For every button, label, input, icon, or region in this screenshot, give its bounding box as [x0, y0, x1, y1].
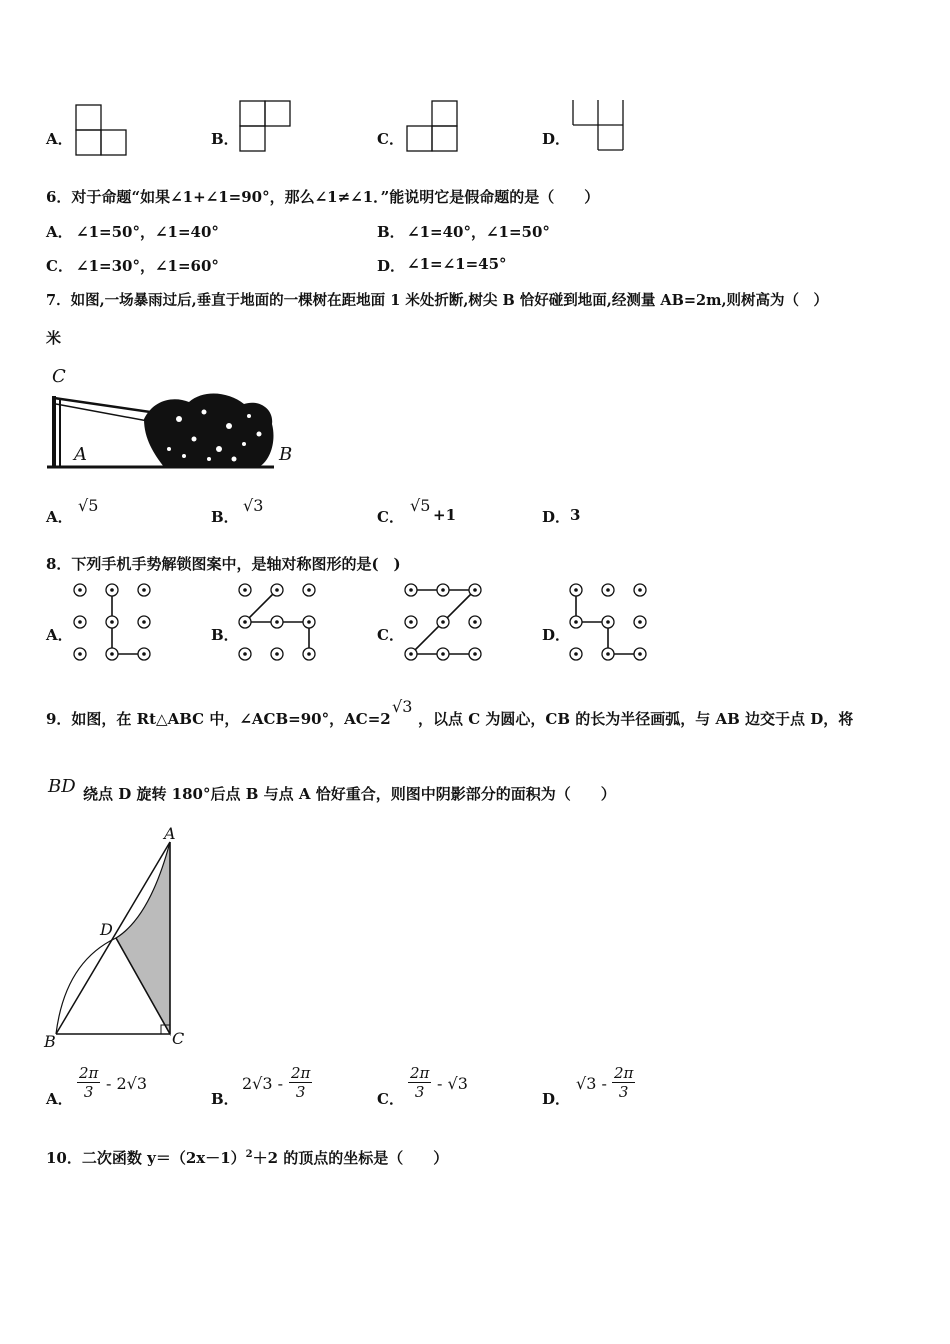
q9-option-b-denominator: 3 — [295, 1083, 306, 1101]
q7-option-b-label: B． — [211, 508, 239, 526]
gesture-node-dot — [243, 620, 247, 624]
gesture-node-dot — [110, 588, 114, 592]
q9-option-d-label: D． — [542, 1090, 571, 1108]
q6-option-d-text: ∠1=∠1=45° — [407, 255, 507, 273]
gesture-node-dot — [409, 620, 413, 624]
q7-label-c: C — [52, 366, 66, 387]
q9-option-b-numerator: 2π — [291, 1064, 311, 1082]
q6-option-b-label: B． — [377, 223, 405, 241]
q9-option-b-fraction — [289, 1064, 312, 1101]
q7-label-a: A — [74, 444, 87, 465]
q9-option-a-denominator: 3 — [83, 1083, 94, 1101]
gesture-node-dot — [574, 588, 578, 592]
gesture-node-dot — [243, 588, 247, 592]
q6-option-c-label: C． — [46, 257, 73, 275]
q8-option-b-label: B． — [211, 626, 239, 644]
gesture-node-dot — [409, 588, 413, 592]
q7-stem-unit: 米 — [46, 329, 62, 347]
q9-option-a-rest: - 2√3 — [106, 1074, 148, 1093]
q8-stem: 8．下列手机手势解锁图案中，是轴对称图形的是( ) — [46, 555, 401, 573]
q9-option-d-fraction — [612, 1064, 635, 1101]
q10-stem-end: ＋2 的顶点的坐标是（ ） — [252, 1149, 449, 1167]
q9-stem-part2: ，以点 C 为圆心，CB 的长为半径画弧，与 AB 边交于点 D，将 — [418, 710, 854, 728]
q10-exponent: 2 — [245, 1149, 253, 1160]
q5-option-b-label: B． — [211, 130, 239, 148]
gesture-node-dot — [110, 620, 114, 624]
q7-stem: 7．如图,一场暴雨过后,垂直于地面的一棵树在距地面 1 米处折断,树尖 B 恰好碰到地面,经测量 AB=2m,则树高为（ ） — [46, 292, 828, 309]
q9-option-d-denominator: 3 — [618, 1083, 629, 1101]
gesture-node-dot — [574, 620, 578, 624]
q8-pattern-a — [72, 582, 158, 662]
q7-option-c-suffix: +1 — [433, 506, 457, 524]
q8-pattern-c — [403, 582, 489, 662]
gesture-node-dot — [441, 620, 445, 624]
q6-stem: 6．对于命题“如果∠1+∠1=90°，那么∠1≠∠1．”能说明它是假命题的是（ ） — [46, 188, 600, 206]
q7-option-a-math: √5 — [78, 496, 99, 515]
gesture-node-dot — [275, 652, 279, 656]
q9-stem-part3: 绕点 D 旋转 180°后点 B 与点 A 恰好重合，则图中阴影部分的面积为（ ） — [83, 785, 616, 803]
q6-option-b-text: ∠1=40°，∠1=50° — [407, 223, 550, 241]
q9-label-d: D — [100, 920, 113, 939]
gesture-node-dot — [441, 652, 445, 656]
gesture-node-dot — [409, 652, 413, 656]
q9-option-c-label: C． — [377, 1090, 404, 1108]
gesture-node-dot — [307, 620, 311, 624]
q10-stem — [46, 1147, 448, 1168]
q9-geometry-drawing — [40, 822, 200, 1052]
gesture-node-dot — [275, 620, 279, 624]
q5-option-c-label: C． — [377, 130, 404, 148]
gesture-node-dot — [142, 588, 146, 592]
q7-option-d-label: D． — [542, 508, 571, 526]
q6-option-c-text: ∠1=30°，∠1=60° — [76, 257, 219, 275]
q9-option-d-pre: √3 - — [576, 1074, 607, 1093]
gesture-node-dot — [243, 652, 247, 656]
gesture-node-dot — [78, 620, 82, 624]
q8-option-a-label: A． — [46, 626, 73, 644]
gesture-node-dot — [606, 620, 610, 624]
q9-stem-math: √3 — [392, 697, 413, 716]
q7-option-c-label: C． — [377, 508, 404, 526]
q5-option-a-label: A． — [46, 130, 73, 148]
gesture-node-dot — [473, 652, 477, 656]
q9-option-a-fraction — [77, 1064, 100, 1101]
q9-option-b-label: B． — [211, 1090, 239, 1108]
q9-option-c-fraction — [408, 1064, 431, 1101]
q8-pattern-b — [237, 582, 323, 662]
q5-figure-d — [572, 100, 624, 152]
q7-figure — [44, 364, 304, 474]
gesture-node-dot — [78, 588, 82, 592]
q5-figure-a — [75, 104, 127, 156]
gesture-node-dot — [142, 652, 146, 656]
gesture-node-dot — [473, 620, 477, 624]
gesture-node-dot — [110, 652, 114, 656]
q5-option-d-label: D． — [542, 130, 571, 148]
q8-option-c-label: C． — [377, 626, 404, 644]
q5-figure-b — [239, 100, 291, 152]
q7-option-c-math: √5 — [410, 496, 431, 515]
q6-option-a-label: A． — [46, 223, 73, 241]
gesture-node-dot — [275, 588, 279, 592]
q9-option-b-pre: 2√3 - — [242, 1074, 284, 1093]
q6-option-d-label: D． — [377, 257, 406, 275]
gesture-node-dot — [606, 588, 610, 592]
q9-label-c: C — [172, 1029, 185, 1048]
q7-option-a-label: A． — [46, 508, 73, 526]
gesture-node-dot — [78, 652, 82, 656]
q9-stem-part1: 9．如图，在 Rt△ABC 中，∠ACB=90°，AC=2 — [46, 710, 391, 728]
gesture-node-dot — [638, 652, 642, 656]
q5-figure-c — [406, 100, 458, 152]
gesture-node-dot — [638, 620, 642, 624]
q9-bd-arc-label: BD — [48, 776, 76, 797]
q9-option-c-denominator: 3 — [414, 1083, 425, 1101]
q9-option-a-numerator: 2π — [79, 1064, 99, 1082]
gesture-node-dot — [606, 652, 610, 656]
gesture-node-dot — [307, 652, 311, 656]
q10-stem-start: 10．二次函数 y＝（2x－1） — [46, 1149, 246, 1167]
q9-figure — [40, 822, 200, 1052]
q9-option-c-numerator: 2π — [410, 1064, 430, 1082]
q7-option-d-text: 3 — [570, 506, 581, 524]
gesture-node-dot — [307, 588, 311, 592]
gesture-node-dot — [441, 588, 445, 592]
q9-label-b: B — [44, 1032, 56, 1051]
gesture-node-dot — [142, 620, 146, 624]
gesture-node-dot — [574, 652, 578, 656]
q9-option-d-numerator: 2π — [614, 1064, 634, 1082]
gesture-node-dot — [473, 588, 477, 592]
q9-option-c-rest: - √3 — [437, 1074, 468, 1093]
gesture-node-dot — [638, 588, 642, 592]
gesture-stroke — [245, 590, 277, 622]
q9-option-a-label: A． — [46, 1090, 73, 1108]
q8-option-d-label: D． — [542, 626, 571, 644]
q6-option-a-text: ∠1=50°，∠1=40° — [76, 223, 219, 241]
q8-pattern-d — [568, 582, 654, 662]
q7-option-b-math: √3 — [243, 496, 264, 515]
q7-label-b: B — [279, 444, 293, 465]
q9-label-a: A — [164, 824, 176, 843]
